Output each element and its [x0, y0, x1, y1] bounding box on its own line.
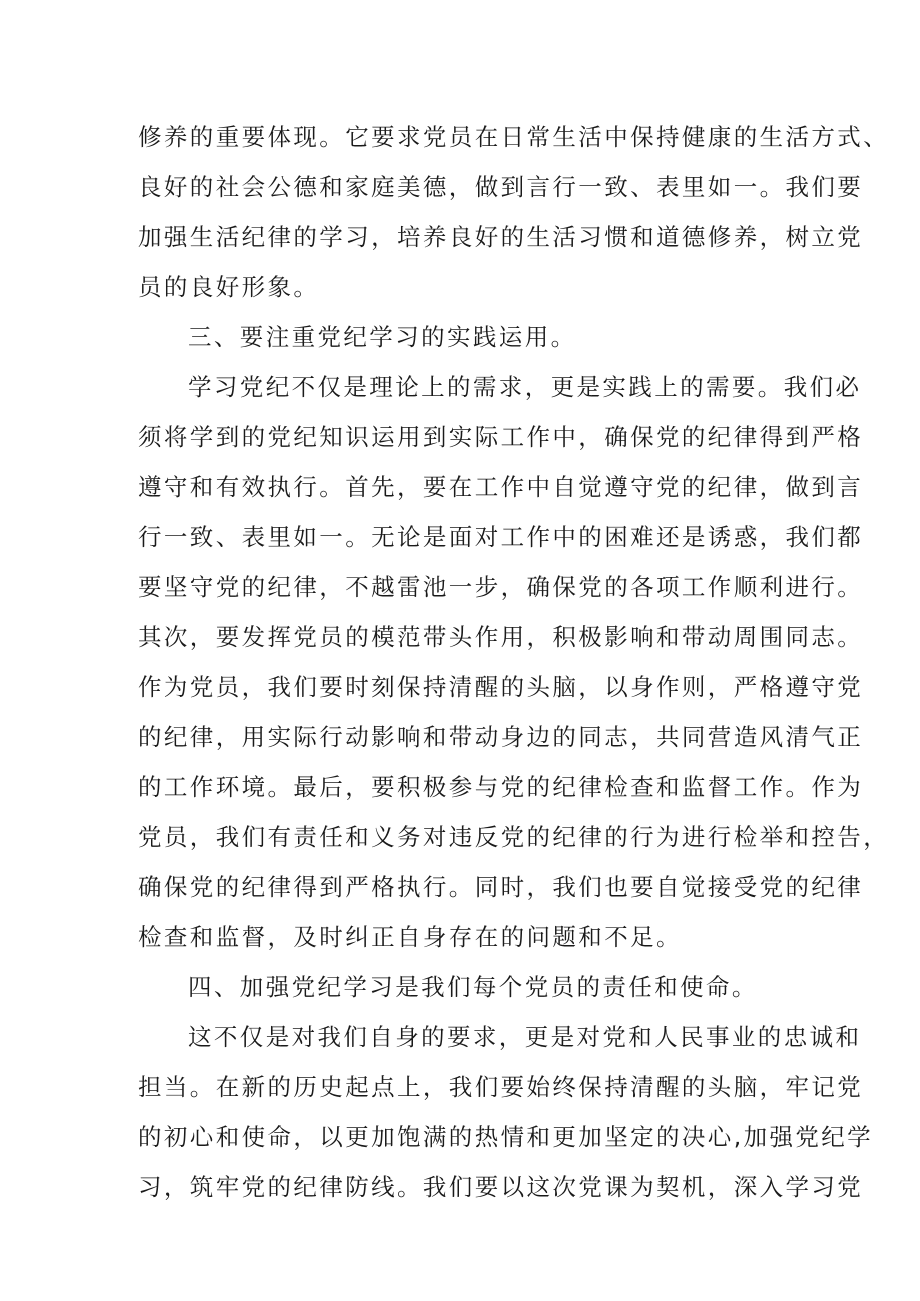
- text-line: 员的良好形象。: [138, 273, 320, 301]
- text-line: 学习党纪不仅是理论上的需求，更是实践上的需要。我们必: [188, 373, 862, 401]
- text-line: 的纪律，用实际行动影响和带动身边的同志，共同营造风清气正: [138, 723, 864, 751]
- section-heading-4: 四、加强党纪学习是我们每个党员的责任和使命。: [188, 973, 758, 1001]
- text-line: 良好的社会公德和家庭美德，做到言行一致、表里如一。我们要: [138, 173, 864, 201]
- text-line: 须将学到的党纪知识运用到实际工作中，确保党的纪律得到严格: [138, 423, 864, 451]
- text-line: 遵守和有效执行。首先，要在工作中自觉遵守党的纪律，做到言: [138, 473, 864, 501]
- text-line: 的初心和使命，以更加饱满的热情和更加坚定的决心,加强党纪学: [138, 1123, 874, 1151]
- text-line: 确保党的纪律得到严格执行。同时，我们也要自觉接受党的纪律: [138, 873, 864, 901]
- text-line: 加强生活纪律的学习，培养良好的生活习惯和道德修养，树立党: [138, 223, 864, 251]
- text-line: 作为党员，我们要时刻保持清醒的头脑，以身作则，严格遵守党: [138, 673, 864, 701]
- text-line: 这不仅是对我们自身的要求，更是对党和人民事业的忠诚和: [188, 1023, 862, 1051]
- text-line: 担当。在新的历史起点上，我们要始终保持清醒的头脑，牢记党: [138, 1073, 864, 1101]
- text-line: 的工作环境。最后，要积极参与党的纪律检查和监督工作。作为: [138, 773, 864, 801]
- text-line: 党员，我们有责任和义务对违反党的纪律的行为进行检举和控告，: [138, 823, 890, 851]
- text-line: 行一致、表里如一。无论是面对工作中的困难还是诱惑，我们都: [138, 523, 864, 551]
- text-line: 检查和监督，及时纠正自身存在的问题和不足。: [138, 923, 682, 951]
- text-line: 要坚守党的纪律，不越雷池一步，确保党的各项工作顺利进行。: [138, 573, 864, 601]
- text-line: 习，筑牢党的纪律防线。我们要以这次党课为契机，深入学习党: [138, 1173, 864, 1201]
- text-line: 修养的重要体现。它要求党员在日常生活中保持健康的生活方式、: [138, 123, 890, 151]
- text-line: 其次，要发挥党员的模范带头作用，积极影响和带动周围同志。: [138, 623, 864, 651]
- section-heading-3: 三、要注重党纪学习的实践运用。: [188, 323, 577, 351]
